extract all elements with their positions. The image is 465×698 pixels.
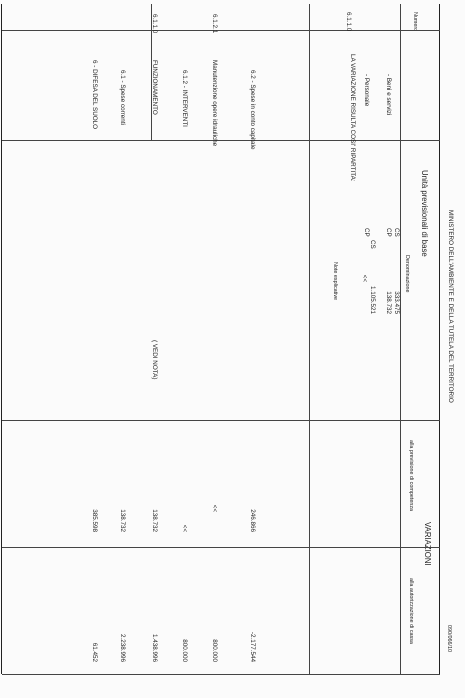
col-line-cassa [2, 674, 440, 675]
row-label: 6.1 - Spese correnti [119, 70, 126, 125]
header-numero: Numero [412, 12, 418, 32]
variazioni-title: VARIAZIONI [423, 522, 432, 566]
note-item-value: 333.475 [393, 291, 400, 314]
note-code: 6.1.1.0 [345, 12, 352, 32]
note-item-type: CS [393, 228, 400, 237]
row-cassa: 61.452 [91, 642, 98, 662]
row-competenza: 138.732 [119, 509, 126, 532]
row-code: 6.1.1.0 [151, 14, 158, 34]
note-text: LA VARIAZIONE RISULTA COSI' RIPARTITA: [349, 54, 356, 182]
ministry-title: MINISTERO DELL'AMBIENTE E DELLA TUTELA DEL TERRITORIO [447, 210, 454, 403]
row-competenza: 385.598 [91, 509, 98, 532]
frame-top-line [439, 4, 440, 674]
row-code: 6.1.2.1 [211, 14, 218, 34]
row-competenza: 246.866 [249, 509, 256, 532]
note-item-label: - Personale [363, 74, 370, 107]
row-label: Manutenzione opere idrauliche [211, 60, 218, 147]
row-cassa: 2.238.996 [119, 633, 126, 662]
row-cassa: 800.000 [211, 639, 218, 662]
frame-bottom-line [1, 4, 2, 674]
row-label: FUNZIONAMENTO [151, 60, 158, 115]
header-separator [400, 4, 401, 674]
row-label: 6 - DIFESA DEL SUOLO [91, 60, 98, 130]
row-cassa: 1.438.996 [151, 633, 158, 662]
row-separator [309, 4, 310, 674]
note-item-type: CS [369, 240, 376, 249]
notes-label: Note esplicative [332, 262, 338, 301]
row-note-ref: ( VEDI NOTA) [151, 340, 158, 380]
note-item-label: - Beni e servizi [385, 74, 392, 116]
col-line-numero [2, 30, 440, 31]
header-cassa: alla autorizzazione di cassa [408, 578, 414, 644]
row-cassa: -2.177.544 [249, 631, 256, 662]
row-competenza: << [211, 504, 218, 512]
header-competenza: alla previsione di competenza [408, 440, 414, 512]
row-competenza: 138.732 [151, 509, 158, 532]
note-item-value: << [361, 274, 368, 282]
note-item-value: 138.732 [385, 291, 392, 314]
page-code: 090/066/10 [446, 625, 452, 652]
row-competenza: << [181, 524, 188, 532]
row-label: 6.2 - Spese in conto capitale [249, 70, 256, 150]
note-item-type: CP [385, 228, 392, 237]
row-label: 6.1.2 - INTERVENTI [181, 70, 188, 127]
note-item-value: 1.105.521 [369, 285, 376, 314]
section-title: Unità previsionali di base [420, 170, 429, 257]
header-denominazione: Denominazione [404, 255, 410, 293]
row-cassa: 800.000 [181, 639, 188, 662]
col-line-denominazione [2, 420, 440, 421]
note-item-type: CP [363, 228, 370, 237]
col-line-competenza [2, 547, 440, 548]
col-line-note [2, 140, 440, 141]
